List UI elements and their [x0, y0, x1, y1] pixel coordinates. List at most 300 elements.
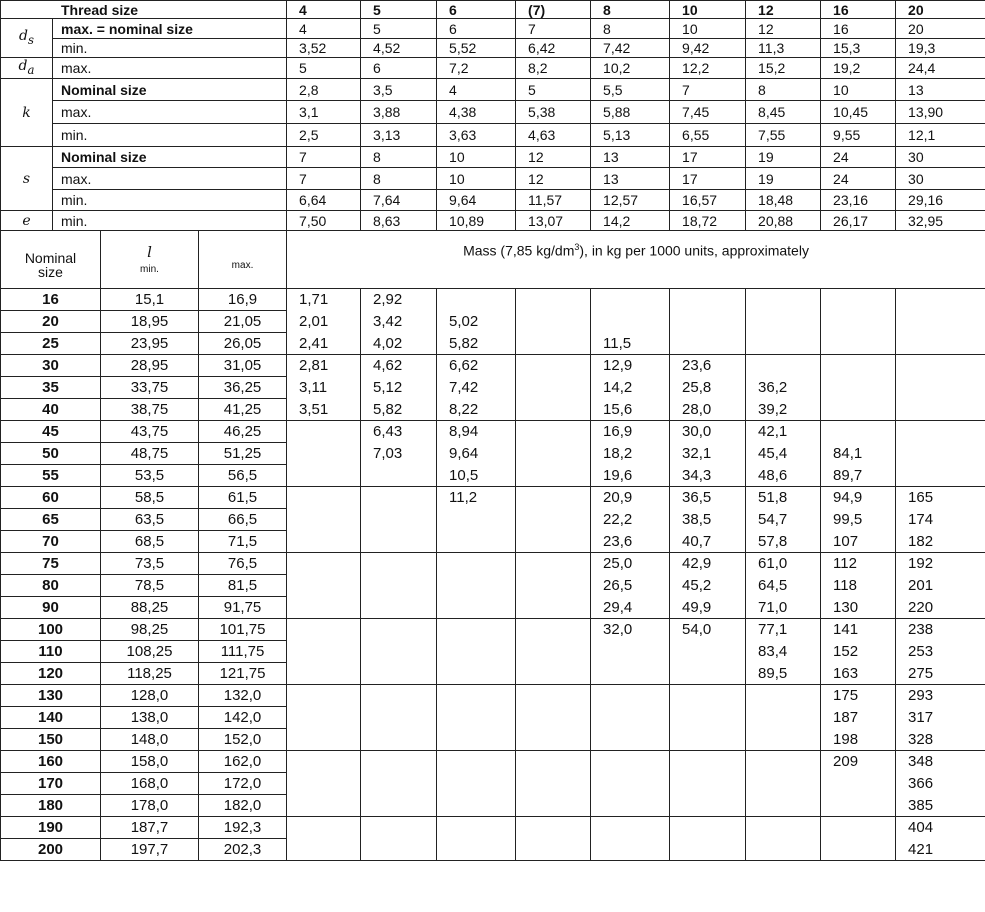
- mass-cell: 19,6: [591, 465, 670, 487]
- mass-cell: [746, 751, 821, 773]
- length-row: [1, 487, 985, 509]
- da-max-cell: 7,2: [437, 58, 516, 79]
- k-min-cell: 6,55: [670, 124, 746, 147]
- mass-cell: [516, 487, 591, 509]
- length-max-cell: 192,3: [199, 817, 287, 839]
- length-min-cell: 98,25: [101, 619, 199, 641]
- s-min-cell: 6,64: [287, 190, 361, 211]
- length-max-cell: 76,5: [199, 553, 287, 575]
- e-min-label: min.: [53, 211, 287, 231]
- length-row: [1, 751, 985, 773]
- mass-cell: 38,5: [670, 509, 746, 531]
- mass-header-tail: ), in kg per 1000 units, approximately: [579, 242, 809, 259]
- s-max-cell: 13: [591, 168, 670, 190]
- mass-cell: [287, 839, 361, 861]
- k-max-cell: 13,90: [896, 101, 985, 124]
- mass-cell: [516, 509, 591, 531]
- s-nominal-label: Nominal size: [53, 147, 287, 168]
- s-min-cell: 11,57: [516, 190, 591, 211]
- mass-cell: 54,7: [746, 509, 821, 531]
- mass-cell: [437, 817, 516, 839]
- length-row: [1, 509, 985, 531]
- length-max-cell: 172,0: [199, 773, 287, 795]
- mass-cell: [670, 839, 746, 861]
- mass-cell: 4,02: [361, 333, 437, 355]
- mass-cell: 238: [896, 619, 985, 641]
- mass-cell: [287, 795, 361, 817]
- ds-max-cell: 5: [361, 19, 437, 39]
- mass-cell: [670, 795, 746, 817]
- mass-cell: 51,8: [746, 487, 821, 509]
- mass-cell: 3,11: [287, 377, 361, 399]
- mass-cell: 8,22: [437, 399, 516, 421]
- nominal-length-cell: 110: [1, 641, 101, 663]
- mass-cell: [287, 619, 361, 641]
- s-max-cell: 8: [361, 168, 437, 190]
- mass-cell: [361, 619, 437, 641]
- mass-cell: [516, 839, 591, 861]
- s-symbol: s: [1, 147, 53, 211]
- nominal-length-cell: 150: [1, 729, 101, 751]
- k-min-cell: 3,13: [361, 124, 437, 147]
- length-min-cell: 73,5: [101, 553, 199, 575]
- s-max-cell: 10: [437, 168, 516, 190]
- length-max-cell: 66,5: [199, 509, 287, 531]
- mass-cell: [670, 641, 746, 663]
- mass-cell: 34,3: [670, 465, 746, 487]
- length-min-cell: 23,95: [101, 333, 199, 355]
- length-min-cell: 88,25: [101, 597, 199, 619]
- mass-cell: 25,8: [670, 377, 746, 399]
- length-max-cell: 91,75: [199, 597, 287, 619]
- mass-cell: [437, 575, 516, 597]
- length-header-row: [1, 231, 985, 289]
- ds-max-cell: 8: [591, 19, 670, 39]
- k-max-row: [1, 101, 985, 124]
- s-min-cell: 23,16: [821, 190, 896, 211]
- nominal-length-cell: 75: [1, 553, 101, 575]
- mass-cell: [437, 641, 516, 663]
- mass-cell: [670, 773, 746, 795]
- ds-max-cell: 6: [437, 19, 516, 39]
- mass-cell: [591, 707, 670, 729]
- mass-cell: [437, 619, 516, 641]
- mass-cell: 32,0: [591, 619, 670, 641]
- length-row: [1, 377, 985, 399]
- mass-cell: 130: [821, 597, 896, 619]
- mass-cell: 118: [821, 575, 896, 597]
- mass-cell: [591, 817, 670, 839]
- mass-cell: 220: [896, 597, 985, 619]
- k-nominal-cell: 7: [670, 79, 746, 101]
- mass-cell: 385: [896, 795, 985, 817]
- mass-cell: [896, 443, 985, 465]
- nominal-length-cell: 90: [1, 597, 101, 619]
- k-nominal-cell: 10: [821, 79, 896, 101]
- mass-cell: [516, 685, 591, 707]
- mass-cell: 26,5: [591, 575, 670, 597]
- s-nominal-row: [1, 147, 985, 168]
- s-nominal-cell: 8: [361, 147, 437, 168]
- length-row: [1, 729, 985, 751]
- length-min-cell: 108,25: [101, 641, 199, 663]
- length-min-cell: 53,5: [101, 465, 199, 487]
- mass-cell: 163: [821, 663, 896, 685]
- nominal-length-cell: 140: [1, 707, 101, 729]
- mass-cell: 40,7: [670, 531, 746, 553]
- da-max-cell: 8,2: [516, 58, 591, 79]
- mass-cell: 32,1: [670, 443, 746, 465]
- mass-cell: 15,6: [591, 399, 670, 421]
- mass-cell: 1,71: [287, 289, 361, 311]
- length-min-cell: 48,75: [101, 443, 199, 465]
- length-min-cell: 28,95: [101, 355, 199, 377]
- mass-cell: 22,2: [591, 509, 670, 531]
- nominal-length-cell: 65: [1, 509, 101, 531]
- mass-cell: 165: [896, 487, 985, 509]
- mass-cell: 94,9: [821, 487, 896, 509]
- e-min-cell: 32,95: [896, 211, 985, 231]
- length-max-cell: 21,05: [199, 311, 287, 333]
- mass-cell: [437, 795, 516, 817]
- s-nominal-cell: 12: [516, 147, 591, 168]
- s-nominal-cell: 17: [670, 147, 746, 168]
- mass-cell: [287, 641, 361, 663]
- mass-cell: 29,4: [591, 597, 670, 619]
- k-nominal-cell: 4: [437, 79, 516, 101]
- mass-cell: 45,2: [670, 575, 746, 597]
- mass-cell: [287, 509, 361, 531]
- nominal-length-cell: 35: [1, 377, 101, 399]
- s-nominal-cell: 10: [437, 147, 516, 168]
- length-row: [1, 817, 985, 839]
- ds-max-label: max. = nominal size: [53, 19, 287, 39]
- mass-cell: 64,5: [746, 575, 821, 597]
- mass-cell: 11,5: [591, 333, 670, 355]
- length-min-cell: 58,5: [101, 487, 199, 509]
- mass-cell: 2,01: [287, 311, 361, 333]
- k-max-cell: 4,38: [437, 101, 516, 124]
- mass-cell: [516, 729, 591, 751]
- mass-cell: [896, 311, 985, 333]
- k-max-cell: 3,88: [361, 101, 437, 124]
- mass-cell: [670, 817, 746, 839]
- length-row: [1, 619, 985, 641]
- mass-cell: [437, 597, 516, 619]
- k-nominal-cell: 5: [516, 79, 591, 101]
- nominal-size-header: [1, 231, 101, 289]
- mass-cell: [516, 707, 591, 729]
- mass-cell: [591, 773, 670, 795]
- da-max-cell: 15,2: [746, 58, 821, 79]
- mass-cell: 187: [821, 707, 896, 729]
- mass-cell: 30,0: [670, 421, 746, 443]
- k-nominal-cell: 5,5: [591, 79, 670, 101]
- mass-header: [287, 231, 985, 289]
- length-min-cell: 138,0: [101, 707, 199, 729]
- e-min-row: [1, 211, 985, 231]
- length-row: [1, 333, 985, 355]
- s-max-row: [1, 168, 985, 190]
- mass-cell: [361, 839, 437, 861]
- da-symbol: [1, 58, 53, 79]
- mass-cell: 328: [896, 729, 985, 751]
- nominal-length-cell: 16: [1, 289, 101, 311]
- mass-cell: [287, 465, 361, 487]
- mass-cell: [516, 531, 591, 553]
- mass-cell: [361, 553, 437, 575]
- k-nominal-row: [1, 79, 985, 101]
- e-min-cell: 8,63: [361, 211, 437, 231]
- mass-cell: 23,6: [591, 531, 670, 553]
- length-max-cell: 111,75: [199, 641, 287, 663]
- e-min-cell: 7,50: [287, 211, 361, 231]
- nominal-size-line2: size: [38, 263, 63, 280]
- mass-cell: 421: [896, 839, 985, 861]
- mass-cell: [361, 685, 437, 707]
- s-max-cell: 12: [516, 168, 591, 190]
- mass-cell: 45,4: [746, 443, 821, 465]
- k-min-cell: 5,13: [591, 124, 670, 147]
- ds-min-label: min.: [53, 39, 287, 58]
- mass-cell: [516, 795, 591, 817]
- mass-cell: [361, 641, 437, 663]
- mass-cell: [361, 663, 437, 685]
- k-max-cell: 7,45: [670, 101, 746, 124]
- length-row: [1, 289, 985, 311]
- ds-min-cell: 3,52: [287, 39, 361, 58]
- length-min-cell: 43,75: [101, 421, 199, 443]
- mass-cell: [437, 531, 516, 553]
- l-min-label: min.: [140, 264, 159, 275]
- mass-cell: [287, 575, 361, 597]
- ds-min-cell: 9,42: [670, 39, 746, 58]
- nominal-length-cell: 55: [1, 465, 101, 487]
- nominal-length-cell: 180: [1, 795, 101, 817]
- length-row: [1, 421, 985, 443]
- mass-cell: [516, 465, 591, 487]
- mass-cell: [287, 421, 361, 443]
- mass-cell: 4,62: [361, 355, 437, 377]
- mass-cell: 36,2: [746, 377, 821, 399]
- mass-cell: [516, 751, 591, 773]
- ds-max-cell: 10: [670, 19, 746, 39]
- da-max-label: max.: [53, 58, 287, 79]
- mass-cell: [591, 839, 670, 861]
- mass-cell: [516, 773, 591, 795]
- mass-cell: 9,64: [437, 443, 516, 465]
- mass-cell: 5,82: [361, 399, 437, 421]
- thread-size-cell: (7): [516, 1, 591, 19]
- e-min-cell: 26,17: [821, 211, 896, 231]
- mass-cell: [437, 509, 516, 531]
- s-max-label: max.: [53, 168, 287, 190]
- mass-cell: 39,2: [746, 399, 821, 421]
- s-min-row: [1, 190, 985, 211]
- mass-cell: [746, 707, 821, 729]
- length-row: [1, 597, 985, 619]
- mass-cell: [516, 399, 591, 421]
- mass-cell: [516, 575, 591, 597]
- mass-cell: [746, 355, 821, 377]
- mass-cell: 3,51: [287, 399, 361, 421]
- nominal-length-cell: 30: [1, 355, 101, 377]
- length-max-cell: 56,5: [199, 465, 287, 487]
- e-min-cell: 14,2: [591, 211, 670, 231]
- mass-cell: [591, 311, 670, 333]
- da-max-cell: 12,2: [670, 58, 746, 79]
- thread-size-label: Thread size: [1, 1, 287, 19]
- mass-cell: 77,1: [746, 619, 821, 641]
- ds-min-cell: 4,52: [361, 39, 437, 58]
- mass-cell: 404: [896, 817, 985, 839]
- mass-cell: 5,82: [437, 333, 516, 355]
- mass-cell: 192: [896, 553, 985, 575]
- mass-cell: [821, 399, 896, 421]
- mass-cell: [437, 751, 516, 773]
- mass-cell: 201: [896, 575, 985, 597]
- da-max-cell: 6: [361, 58, 437, 79]
- mass-cell: 89,7: [821, 465, 896, 487]
- nominal-length-cell: 20: [1, 311, 101, 333]
- mass-cell: 20,9: [591, 487, 670, 509]
- mass-cell: [821, 311, 896, 333]
- mass-cell: [516, 663, 591, 685]
- mass-cell: 18,2: [591, 443, 670, 465]
- mass-cell: [896, 355, 985, 377]
- length-max-cell: 46,25: [199, 421, 287, 443]
- mass-cell: [516, 421, 591, 443]
- length-row: [1, 641, 985, 663]
- ds-max-cell: 20: [896, 19, 985, 39]
- length-max-cell: 16,9: [199, 289, 287, 311]
- mass-cell: [516, 311, 591, 333]
- mass-cell: 28,0: [670, 399, 746, 421]
- length-max-cell: 132,0: [199, 685, 287, 707]
- length-max-cell: 101,75: [199, 619, 287, 641]
- ds-min-cell: 5,52: [437, 39, 516, 58]
- mass-cell: [287, 817, 361, 839]
- mass-cell: 99,5: [821, 509, 896, 531]
- nominal-length-cell: 80: [1, 575, 101, 597]
- mass-cell: [896, 377, 985, 399]
- length-row: [1, 839, 985, 861]
- nominal-length-cell: 25: [1, 333, 101, 355]
- e-min-cell: 13,07: [516, 211, 591, 231]
- mass-cell: 48,6: [746, 465, 821, 487]
- mass-cell: [591, 751, 670, 773]
- mass-cell: [821, 333, 896, 355]
- length-max-cell: 61,5: [199, 487, 287, 509]
- length-row: [1, 707, 985, 729]
- mass-cell: [746, 795, 821, 817]
- mass-cell: [437, 663, 516, 685]
- mass-cell: 107: [821, 531, 896, 553]
- s-max-cell: 30: [896, 168, 985, 190]
- nominal-length-cell: 45: [1, 421, 101, 443]
- k-max-cell: 10,45: [821, 101, 896, 124]
- mass-cell: [437, 685, 516, 707]
- length-row: [1, 685, 985, 707]
- mass-cell: [516, 289, 591, 311]
- thread-size-cell: 6: [437, 1, 516, 19]
- mass-cell: 141: [821, 619, 896, 641]
- da-max-cell: 5: [287, 58, 361, 79]
- mass-cell: [670, 707, 746, 729]
- da-max-cell: 10,2: [591, 58, 670, 79]
- mass-cell: 89,5: [746, 663, 821, 685]
- mass-cell: 3,42: [361, 311, 437, 333]
- mass-cell: 23,6: [670, 355, 746, 377]
- length-min-cell: 128,0: [101, 685, 199, 707]
- s-max-cell: 7: [287, 168, 361, 190]
- k-nominal-cell: 13: [896, 79, 985, 101]
- k-min-cell: 2,5: [287, 124, 361, 147]
- mass-cell: [287, 663, 361, 685]
- ds-max-cell: 4: [287, 19, 361, 39]
- k-nominal-label: Nominal size: [53, 79, 287, 101]
- mass-cell: 83,4: [746, 641, 821, 663]
- length-min-cell: 33,75: [101, 377, 199, 399]
- mass-cell: [361, 795, 437, 817]
- mass-cell: [361, 773, 437, 795]
- mass-cell: [516, 597, 591, 619]
- s-max-cell: 17: [670, 168, 746, 190]
- mass-cell: [591, 641, 670, 663]
- mass-cell: 42,1: [746, 421, 821, 443]
- mass-cell: [821, 289, 896, 311]
- nominal-length-cell: 40: [1, 399, 101, 421]
- s-nominal-cell: 30: [896, 147, 985, 168]
- mass-cell: [821, 839, 896, 861]
- da-max-cell: 24,4: [896, 58, 985, 79]
- thread-size-cell: 20: [896, 1, 985, 19]
- mass-cell: [821, 377, 896, 399]
- mass-cell: 209: [821, 751, 896, 773]
- l-symbol: l: [147, 243, 152, 261]
- k-max-label: max.: [53, 101, 287, 124]
- mass-cell: [361, 597, 437, 619]
- mass-cell: 5,02: [437, 311, 516, 333]
- mass-cell: [287, 487, 361, 509]
- ds-min-cell: 7,42: [591, 39, 670, 58]
- mass-cell: [361, 531, 437, 553]
- s-min-cell: 7,64: [361, 190, 437, 211]
- mass-cell: [746, 311, 821, 333]
- length-mass-section: [1, 289, 985, 861]
- length-min-cell: 15,1: [101, 289, 199, 311]
- ds-symbol: [1, 19, 53, 58]
- e-symbol: e: [1, 211, 53, 231]
- mass-cell: 182: [896, 531, 985, 553]
- length-max-cell: 31,05: [199, 355, 287, 377]
- mass-header-sup: 3: [574, 242, 580, 252]
- e-min-cell: 20,88: [746, 211, 821, 231]
- length-row: [1, 553, 985, 575]
- mass-cell: [361, 465, 437, 487]
- length-max-cell: 121,75: [199, 663, 287, 685]
- nominal-length-cell: 200: [1, 839, 101, 861]
- mass-cell: [361, 487, 437, 509]
- mass-cell: 152: [821, 641, 896, 663]
- length-min-cell: 18,95: [101, 311, 199, 333]
- s-nominal-cell: 7: [287, 147, 361, 168]
- k-min-cell: 12,1: [896, 124, 985, 147]
- length-row: [1, 355, 985, 377]
- nominal-length-cell: 70: [1, 531, 101, 553]
- nominal-size-line1: Nominal: [24, 249, 77, 266]
- mass-cell: [287, 685, 361, 707]
